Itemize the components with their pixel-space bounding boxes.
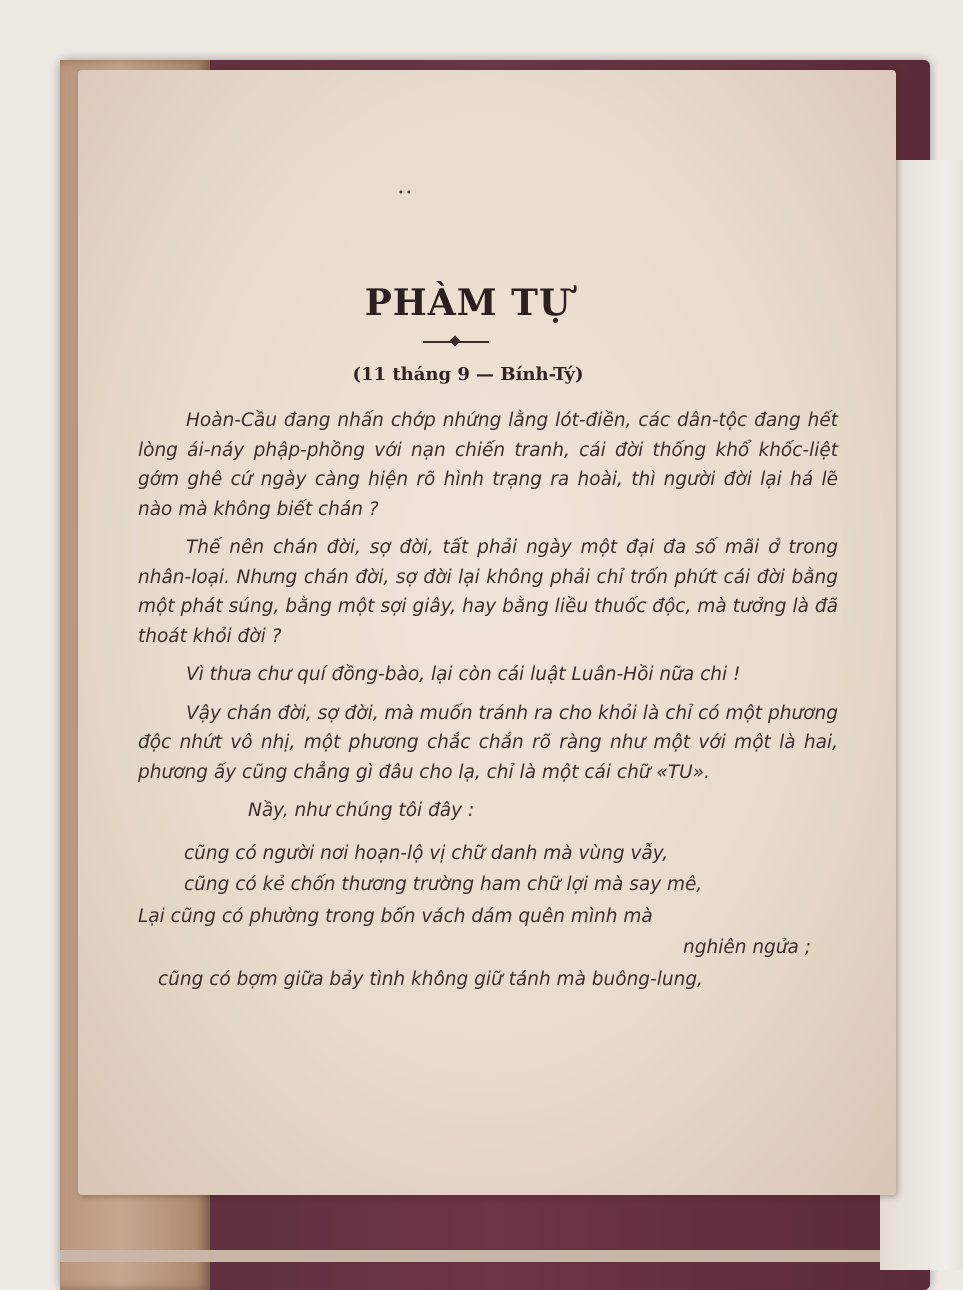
- date-line: (11 tháng 9 — Bính-Tý): [352, 364, 584, 385]
- paragraph-3: Vì thưa chư quí đồng-bào, lại còn cái luật Luân-Hồi nữa chi !: [186, 664, 741, 685]
- poem-intro: Nầy, như chúng tôi đây :: [248, 800, 475, 821]
- verse-3-continuation: nghiên ngửa ;: [683, 937, 811, 958]
- divider-ornament: [449, 335, 460, 346]
- ornament-marks: ••: [398, 188, 414, 199]
- verse-2: cũng có kẻ chốn thương trường ham chữ lợi mà say mê,: [184, 874, 703, 895]
- verse-3: Lại cũng có phường trong bốn vách dám quên mình mà: [138, 905, 653, 927]
- page-bottom-edge: [60, 1250, 930, 1262]
- verse-1: cũng có người nơi hoạn-lộ vị chữ danh mà vùng vẫy,: [184, 842, 669, 864]
- paragraph-4: Vậy chán đời, sợ đời, mà muốn tránh ra cho khỏi là chỉ có một phương độc nhứt vô nhị, một phương chắc chắn rõ ràng như một với một là hai, phương ấy cũng chẳng gì đâu cho lạ, chỉ là một cái chữ «TU».: [138, 702, 838, 783]
- body-text: [138, 406, 838, 995]
- paragraph-1: Hoàn-Cầu đang nhấn chớp nhứng lằng lót-điền, các dân-tộc đang hết lòng ái-náy phập-phồng với nạn chiến tranh, cái đời thống khổ khốc-liệt gớm ghê cứ ngày càng hiện rõ hình trạng ra hoài, thì người đời lại há lẽ nào mà không biết chán ?: [138, 410, 838, 520]
- book-page: [78, 70, 896, 1195]
- verse-4: cũng có bợm giữa bảy tình không giữ tánh mà buông-lung,: [158, 968, 703, 990]
- page-title: PHÀM TỰ: [364, 282, 572, 324]
- paragraph-2: Thế nên chán đời, sợ đời, tất phải ngày một đại đa số mãi ở trong nhân-loại. Nhưng chán đời, sợ đời lại không phải chỉ trốn phứt cái đời bằng một phát súng, bằng một sợi giây, hay bằng liều thuốc độc, mà tưởng là đã thoát khỏi đời ?: [138, 537, 838, 647]
